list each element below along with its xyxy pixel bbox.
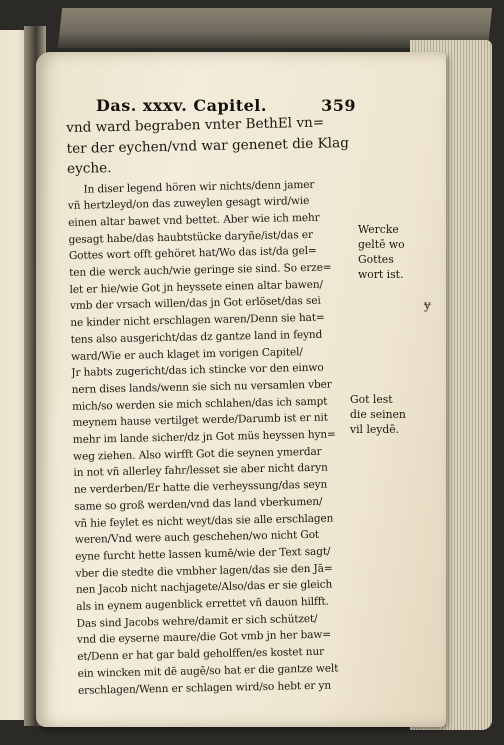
text-line: weg ziehen. Also wirfft Got die seynen ymerdar: [72, 445, 322, 463]
text-line: vñ hie feylet es nicht weyt/das sie alle erschlagen: [74, 512, 334, 530]
text-line: Gottes wort offt gehöret hat/Wo das ist/da gel=: [68, 245, 317, 263]
margin-note-line: vil leydē.: [350, 423, 400, 436]
margin-note-line: Wercke: [358, 223, 399, 236]
text-line: ne kinder nicht erschlagen waren/Denn sie hat=: [70, 311, 325, 330]
text-line: ein wincken mit dē augē/so hat er die gantze welt: [77, 662, 339, 680]
text-line: In diser legend hören wir nichts/denn jamer: [83, 178, 315, 196]
text-line: nen Jacob nicht nachjagete/Also/das er sie gleich: [75, 578, 333, 597]
text-line: erschlagen/Wenn er schlagen wird/so hebt er yn: [77, 679, 332, 697]
margin-note-suffering: [350, 392, 406, 437]
ink-mark: ɏ: [424, 298, 431, 312]
text-line: tens also ausgericht/das dz gantze land in feynd: [70, 328, 323, 346]
text-line: same so groß werden/vnd das land vberkumen/: [74, 495, 323, 513]
text-line: meynem hause vertilget werde/Darumb ist er nit: [72, 411, 328, 430]
commentary-text: [67, 175, 374, 699]
margin-note-line: wort ist.: [358, 268, 404, 281]
text-line: vñ hertzleyd/on das zuweylen gesagt wird/wie: [67, 195, 310, 213]
scripture-text: [66, 112, 363, 180]
text-line: nern dises lands/wenn sie sich nu versamlen vber: [71, 378, 332, 396]
text-line: vnd ward begraben vnter BethEl vn=: [66, 114, 325, 136]
text-line: Jr habts zugericht/das ich stincke vor den einwo: [71, 361, 324, 380]
chapter-heading: Das. xxxv. Capitel.: [96, 96, 267, 115]
text-line: Das sind Jacobs wehre/damit er sich schützet/: [76, 612, 318, 630]
text-line: einen altar bawet vnd bettet. Aber wie ich mehr: [68, 211, 320, 229]
text-line: ne verderben/Er hatte die verheyssung/das seyn: [73, 478, 328, 497]
text-line: let er hie/wie Got jn heyssete einen altar bawen/: [69, 278, 323, 296]
text-line: gesagt habe/das haubtstücke daryñe/ist/das er: [68, 228, 313, 246]
text-line: in not vñ allerley fahr/lesset sie aber nicht daryn: [73, 462, 328, 480]
text-line: vber die stedte die vmbher lagen/das sie den Jā=: [75, 562, 333, 580]
page-number: 359: [321, 96, 356, 115]
margin-note-line: geltē wo: [358, 238, 405, 251]
text-line: ten die werck auch/wie geringe sie sind. So erze=: [69, 261, 332, 279]
text-line: mehr im lande sicher/dz jn Got müs heyssen hyn=: [72, 428, 336, 446]
text-line: eyne furcht hette lassen kumē/wie der Text sagt/: [75, 545, 331, 563]
text-line: weren/Vnd were auch geschehen/wo nicht Got: [74, 529, 320, 547]
text-line: et/Denn er hat gar bald geholffen/es kostet nur: [77, 645, 325, 664]
text-line: mich/so werden sie mich schlahen/das ich sampt: [71, 395, 328, 413]
margin-note-line: Got lest: [350, 393, 393, 406]
text-line: als in eynem augenblick errettet vñ dauon hilfft.: [76, 595, 329, 613]
text-line: vmb der vrsach willen/das jn Got erlöset/das sei: [69, 295, 321, 313]
margin-note-line: Gottes: [358, 253, 394, 266]
text-line: ter der eychen/vnd war genenet die Klag: [66, 134, 349, 157]
text-line: vnd die eyserne maure/die Got vmb jn her baw=: [76, 629, 332, 647]
main-text-block: [66, 112, 374, 699]
text-line: eyche.: [66, 160, 112, 177]
margin-note-works: [358, 222, 405, 282]
margin-note-line: die seinen: [350, 408, 406, 421]
text-line: ward/Wie er auch klaget im vorigen Capitel/: [70, 345, 303, 363]
